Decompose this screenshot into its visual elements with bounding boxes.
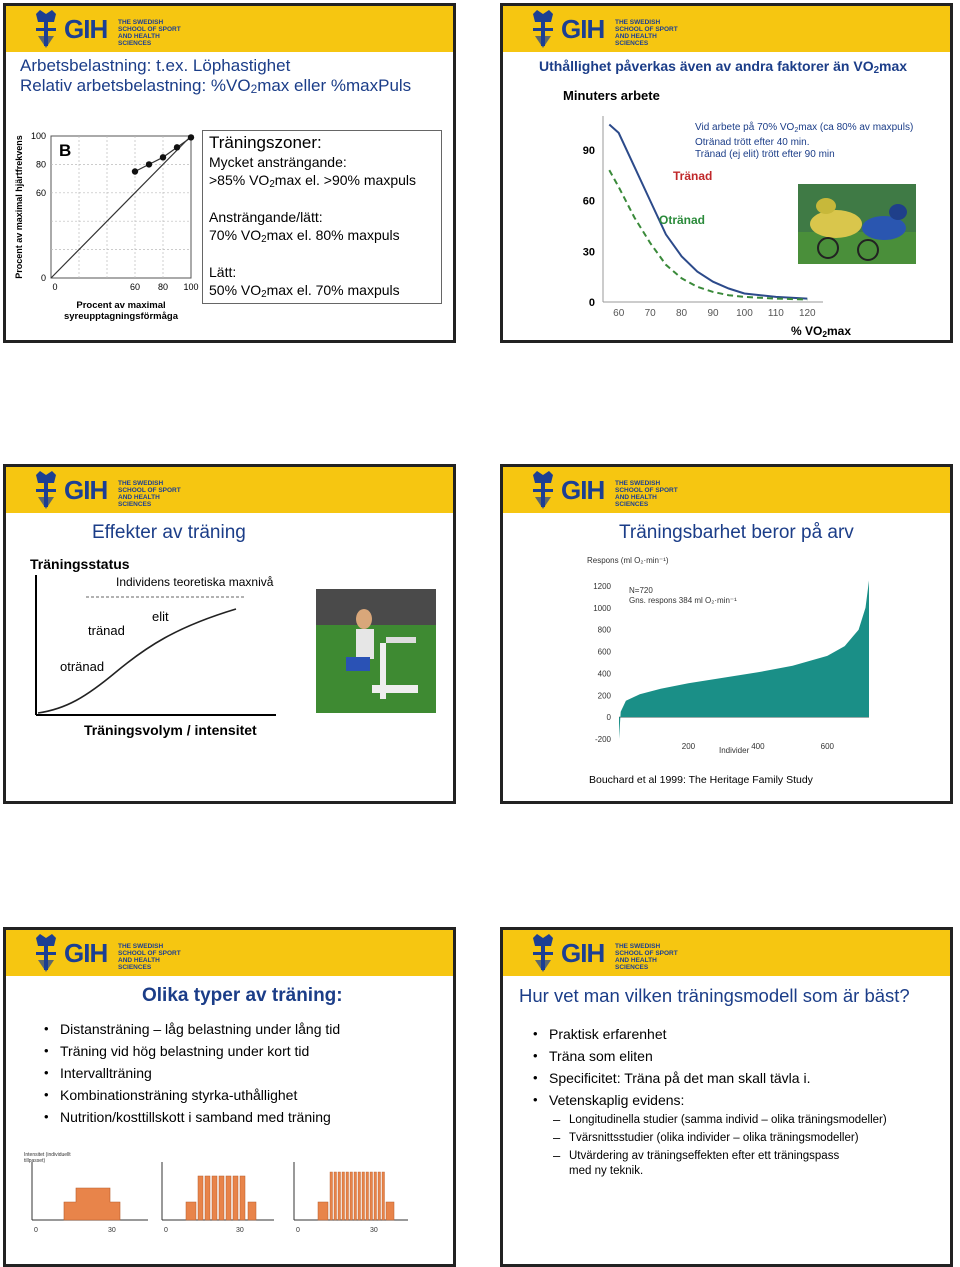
- list-item: • Kombinationsträning styrka-uthållighet: [44, 1084, 444, 1106]
- interval-bar: [330, 1172, 333, 1220]
- slide-1: [3, 3, 456, 343]
- school-name: THE SWEDISH SCHOOL OF SPORT AND HEALTH SCIENCES: [118, 19, 181, 47]
- interval-bar: [382, 1172, 385, 1220]
- x-tick-label: 90: [707, 308, 719, 319]
- list-item: • Distansträning – låg belastning under lång tid: [44, 1018, 444, 1040]
- interval-bar: [366, 1172, 369, 1220]
- x-tick-label: 200: [681, 742, 696, 751]
- gih-text: GIH: [561, 475, 605, 505]
- crown-icon: [529, 8, 557, 50]
- interval-bar: [374, 1172, 377, 1220]
- zone-2-label: Ansträngande/lätt:: [209, 209, 323, 225]
- slide-title: Uthållighet påverkas även av andra faktorer än $VO_2\max$: [539, 58, 908, 76]
- x-tick-label: 80: [157, 282, 169, 292]
- panel-label: B: [59, 141, 72, 160]
- legend-n: N=720: [629, 586, 653, 595]
- slide-3: [3, 464, 456, 804]
- gih-text: GIH: [64, 938, 108, 968]
- x-tick-label: 110: [767, 308, 784, 319]
- data-point: [188, 134, 194, 140]
- x-axis-label: Individer: [719, 746, 750, 755]
- slide-title: Effekter av träning: [92, 522, 246, 543]
- interval-profile-charts: [20, 1154, 420, 1244]
- slide-5: [3, 927, 456, 1267]
- crown-icon: [32, 932, 60, 974]
- slide-header: [6, 930, 453, 976]
- gih-text: GIH: [561, 14, 605, 44]
- interval-bar: [318, 1202, 328, 1220]
- x-tick-label: 80: [676, 308, 688, 319]
- y-tick-label: 60: [35, 187, 46, 198]
- x-tick-label: 120: [798, 308, 816, 319]
- x-axis-label-1: Procent av maximal: [76, 300, 166, 311]
- label-tranad: tränad: [88, 623, 125, 638]
- series-label-otranad: Otränad: [659, 213, 706, 227]
- list-item: • Specificitet: Träna på det man skall tävla i.: [533, 1067, 943, 1089]
- tick-30: 30: [236, 1227, 244, 1234]
- y-axis-label: Träningsstatus: [30, 556, 130, 572]
- cyclist-photo: [316, 589, 436, 713]
- list-item: • Intervallträning: [44, 1062, 444, 1084]
- sub-list-continuation: med ny teknik.: [569, 1165, 644, 1177]
- school-name: THE SWEDISH SCHOOL OF SPORT AND HEALTH SCIENCES: [615, 943, 678, 971]
- slide-header: [503, 6, 950, 52]
- zone-1-label: Mycket ansträngande:: [209, 154, 347, 170]
- y-tick-label: 400: [597, 669, 611, 679]
- hr-vo2-scatter-chart: [14, 130, 202, 330]
- gih-logo: [529, 932, 729, 974]
- data-point: [146, 161, 152, 167]
- school-name: THE SWEDISH SCHOOL OF SPORT AND HEALTH SCIENCES: [118, 480, 181, 508]
- evidence-list: [533, 1023, 943, 1111]
- interval-bar: [212, 1176, 217, 1220]
- interval-bar: [362, 1172, 365, 1220]
- zone-3-label: Lätt:: [209, 264, 237, 280]
- citation: Bouchard et al 1999: The Heritage Family Study: [589, 774, 813, 786]
- interval-bar: [219, 1176, 224, 1220]
- y-tick-label: 0: [40, 273, 46, 283]
- interval-bar: [198, 1176, 203, 1220]
- data-point: [132, 168, 138, 174]
- y-tick-label: 1200: [593, 581, 611, 591]
- slide-header: [503, 930, 950, 976]
- y-tick-label: 1000: [593, 603, 611, 613]
- tick-0: 0: [164, 1227, 168, 1234]
- chart-note: Vid arbete på 70% $VO_2\max$ (ca 80% av maxpuls) Otränad trött efter 40 min. Tränad (ej elit) trött efter 90 min: [695, 122, 914, 160]
- interval-bar: [342, 1172, 345, 1220]
- list-item: • Praktisk erfarenhet: [533, 1023, 943, 1045]
- profile-block: [64, 1188, 120, 1220]
- tick-0: 0: [34, 1227, 38, 1234]
- y-tick-label: 100: [30, 131, 46, 141]
- y-tick-label: 800: [597, 625, 611, 635]
- training-types-list: [44, 1018, 444, 1128]
- mini-chart-ylabel: Intensitet (individuellt tillpasset): [24, 1152, 71, 1164]
- tick-30: 30: [370, 1227, 378, 1234]
- max-level-label: Individens teoretiska maxnivå: [116, 575, 274, 589]
- tick-0: 0: [296, 1227, 300, 1234]
- trainability-area-chart: [579, 555, 879, 755]
- school-name: THE SWEDISH SCHOOL OF SPORT AND HEALTH SCIENCES: [615, 19, 678, 47]
- slide-title: Arbetsbelastning: t.ex. Löphastighet Relativ arbetsbelastning: $\%VO_2\max$ eller %maxPuls: [20, 56, 412, 96]
- interval-bar: [378, 1172, 381, 1220]
- data-point: [160, 154, 166, 160]
- list-item: • Träning vid hög belastning under kort tid: [44, 1040, 444, 1062]
- interval-bar: [186, 1202, 196, 1220]
- data-point: [174, 144, 180, 150]
- zone-2-value: 70% $VO_2\max$ el. 80% maxpuls: [209, 227, 400, 245]
- y-axis-label: Procent av maximal hjärtfrekvens: [14, 135, 24, 279]
- y-tick-label: 600: [597, 647, 611, 657]
- crown-icon: [32, 469, 60, 511]
- sub-list-item: – Tvärsnittsstudier (olika individer – olika träningsmodeller): [553, 1129, 943, 1147]
- interval-bar: [386, 1202, 394, 1220]
- crown-icon: [529, 932, 557, 974]
- x-axis-label-2: syreupptagningsförmåga: [63, 311, 179, 322]
- x-tick-label: 100: [183, 282, 199, 292]
- y-axis-label: Respons (ml O₂·min⁻¹): [587, 556, 669, 565]
- interval-bar: [248, 1202, 256, 1220]
- gih-logo: [529, 469, 729, 511]
- series-label-tranad: Tränad: [673, 169, 713, 183]
- y-tick-label: 90: [582, 144, 595, 157]
- y-tick-label: 80: [35, 159, 46, 170]
- school-name: THE SWEDISH SCHOOL OF SPORT AND HEALTH SCIENCES: [118, 943, 181, 971]
- y-tick-label: 0: [606, 713, 611, 723]
- evidence-sub-list: [553, 1111, 943, 1165]
- slide-2: [500, 3, 953, 343]
- endurance-line-chart: [563, 106, 863, 341]
- slide-title: Olika typer av träning:: [142, 985, 343, 1006]
- gih-logo: [32, 469, 232, 511]
- sub-list-item: – Utvärdering av träningseffekten efter ett träningspass: [553, 1147, 943, 1165]
- gih-logo: [529, 8, 729, 50]
- list-item: • Vetenskaplig evidens:: [533, 1089, 943, 1111]
- zones-title: Träningszoner:: [209, 133, 322, 152]
- list-item: • Nutrition/kosttillskott i samband med träning: [44, 1106, 444, 1128]
- x-tick-label: 100: [736, 308, 753, 319]
- crown-icon: [529, 469, 557, 511]
- label-elit: elit: [152, 609, 169, 624]
- gih-text: GIH: [64, 14, 108, 44]
- y-axis-label: Minuters arbete: [563, 88, 660, 103]
- y-tick-label: 30: [582, 246, 595, 259]
- interval-bar: [358, 1172, 361, 1220]
- legend-mean: Gns. respons 384 ml O₂·min⁻¹: [629, 596, 737, 605]
- training-effect-diagram: [26, 567, 286, 727]
- slide-header: [503, 467, 950, 513]
- x-tick-label: 60: [613, 308, 625, 319]
- gih-text: GIH: [561, 938, 605, 968]
- zones-box: [202, 130, 442, 304]
- list-item: • Träna som eliten: [533, 1045, 943, 1067]
- sub-list-item: – Longitudinella studier (samma individ – olika träningsmodeller): [553, 1111, 943, 1129]
- interval-bar: [346, 1172, 349, 1220]
- interval-bar: [338, 1172, 341, 1220]
- slide-6: [500, 927, 953, 1267]
- zone-1-value: >85% $VO_2\max$ el. >90% maxpuls: [209, 172, 417, 190]
- x-tick-label: 0: [52, 282, 58, 292]
- interval-bar: [233, 1176, 238, 1220]
- interval-bar: [354, 1172, 357, 1220]
- y-tick-label: -200: [594, 735, 611, 744]
- tick-30: 30: [108, 1227, 116, 1234]
- gih-logo: [32, 8, 232, 50]
- y-tick-label: 0: [588, 297, 595, 309]
- slide-header: [6, 467, 453, 513]
- interval-bar: [240, 1176, 245, 1220]
- series-line: [609, 170, 807, 299]
- gih-logo: [32, 932, 232, 974]
- series-line: [609, 125, 807, 299]
- gih-text: GIH: [64, 475, 108, 505]
- slide-4: [500, 464, 953, 804]
- x-axis-label: Träningsvolym / intensitet: [84, 722, 257, 738]
- x-tick-label: 70: [644, 308, 656, 319]
- zone-3-value: 50% $VO_2\max$ el. 70% maxpuls: [209, 282, 400, 300]
- x-tick-label: 600: [820, 742, 835, 751]
- y-tick-label: 60: [582, 195, 595, 208]
- x-axis-label: % $VO_2\max$: [791, 324, 852, 339]
- school-name: THE SWEDISH SCHOOL OF SPORT AND HEALTH SCIENCES: [615, 480, 678, 508]
- interval-bar: [370, 1172, 373, 1220]
- slide-title: Träningsbarhet beror på arv: [619, 522, 854, 543]
- interval-bar: [350, 1172, 353, 1220]
- y-tick-label: 200: [597, 691, 611, 701]
- slide-header: [6, 6, 453, 52]
- interval-bar: [334, 1172, 337, 1220]
- interval-bar: [205, 1176, 210, 1220]
- profile-intervals-2: [186, 1176, 256, 1220]
- x-tick-label: 60: [129, 282, 141, 292]
- slide-title: Hur vet man vilken träningsmodell som är bäst?: [519, 985, 910, 1006]
- label-otranad: otränad: [60, 659, 105, 674]
- x-tick-label: 400: [751, 742, 765, 751]
- interval-bar: [226, 1176, 231, 1220]
- crown-icon: [32, 8, 60, 50]
- profile-intervals-3: [318, 1172, 394, 1220]
